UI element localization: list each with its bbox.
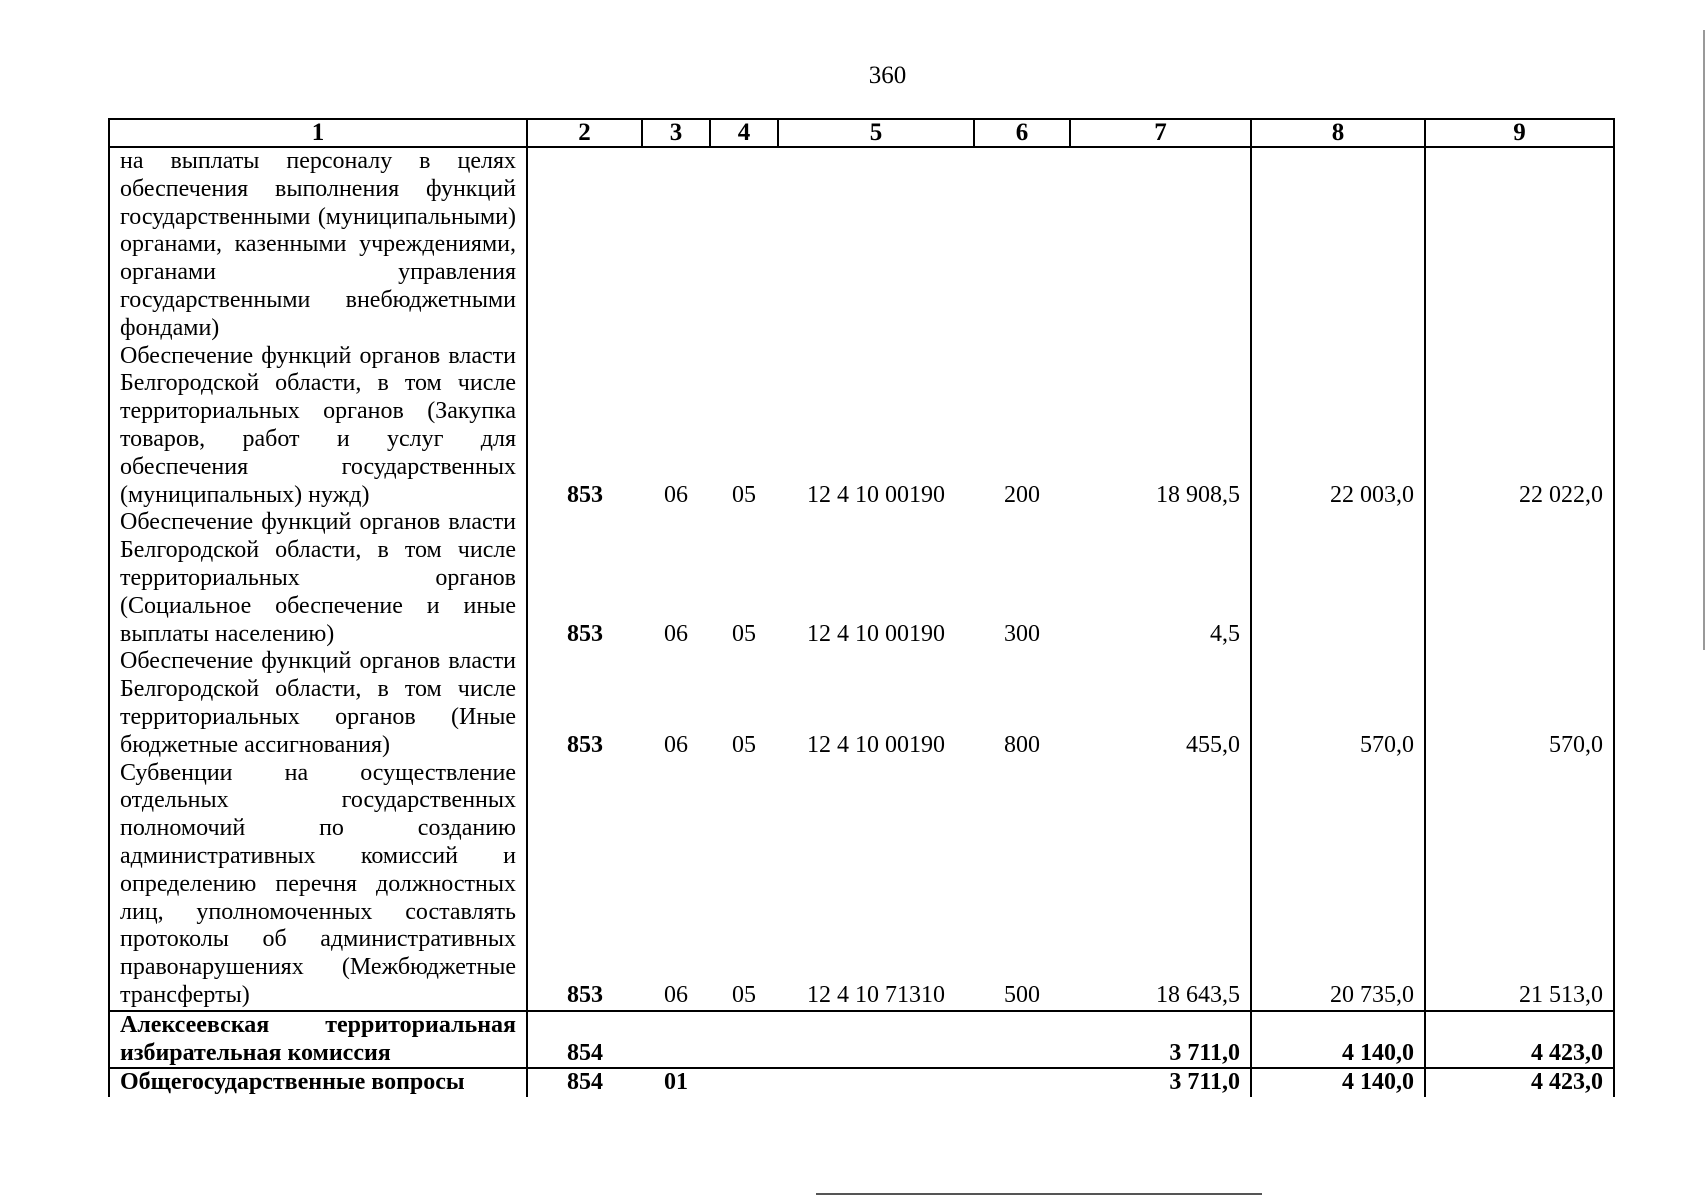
cell-amount-3: 22 022,0 xyxy=(1425,343,1614,510)
cell-amount-3: 570,0 xyxy=(1425,648,1614,759)
cell-section: 06 xyxy=(664,481,688,508)
cell-target-article xyxy=(778,1011,974,1069)
cell-amount-2 xyxy=(1251,509,1425,648)
cell-section: 06 xyxy=(664,981,688,1008)
cell-subsection xyxy=(710,1068,778,1097)
cell-amount-2: 20 735,0 xyxy=(1251,760,1425,1011)
cell-expense-type: 500 xyxy=(1004,981,1040,1008)
cell-section: 01 xyxy=(642,1068,710,1097)
cell-amount-1: 4,5 xyxy=(1070,509,1251,648)
cell-amount-1: 455,0 xyxy=(1070,648,1251,759)
cell-amount-1 xyxy=(1070,147,1251,343)
cell-amount-1: 3 711,0 xyxy=(1070,1011,1251,1069)
cell-ministry-code: 853 xyxy=(527,760,642,1011)
table-row xyxy=(109,760,1614,1011)
cell-amount-3: 4 423,0 xyxy=(1425,1011,1614,1069)
cell-subsection: 05 xyxy=(732,981,756,1008)
column-header-6: 6 xyxy=(974,119,1070,147)
column-header-9: 9 xyxy=(1425,119,1614,147)
column-header-2: 2 xyxy=(527,119,642,147)
cell-subsection: 05 xyxy=(732,620,756,647)
cell-amount-3 xyxy=(1425,147,1614,343)
cell-subsection: 05 xyxy=(732,481,756,508)
cell-amount-1: 18 643,5 xyxy=(1070,760,1251,1011)
footer-rule xyxy=(816,1193,1262,1195)
table-row-total xyxy=(109,1011,1614,1069)
cell-amount-3: 4 423,0 xyxy=(1425,1068,1614,1097)
cell-expense-type: 300 xyxy=(1004,620,1040,647)
cell-target-article: 12 4 10 00190 xyxy=(807,481,945,508)
cell-amount-2: 4 140,0 xyxy=(1251,1068,1425,1097)
cell-ministry-code: 854 xyxy=(527,1011,642,1069)
header-row xyxy=(109,119,1614,147)
cell-expense-type: 200 xyxy=(1004,481,1040,508)
column-header-8: 8 xyxy=(1251,119,1425,147)
row-description: Общегосударственные вопросы xyxy=(109,1068,527,1097)
cell-ministry-code: 853 xyxy=(527,648,642,759)
cell-subsection xyxy=(710,147,778,343)
cell-expense-type xyxy=(974,147,1070,343)
page-number: 360 xyxy=(868,62,907,89)
cell-amount-3: 21 513,0 xyxy=(1425,760,1614,1011)
cell-amount-3 xyxy=(1425,509,1614,648)
cell-section xyxy=(642,147,710,343)
cell-subsection: 05 xyxy=(732,731,756,758)
cell-target-article: 12 4 10 00190 xyxy=(807,620,945,647)
table-row-total xyxy=(109,1068,1614,1097)
budget-table xyxy=(108,118,1615,1097)
cell-expense-type: 800 xyxy=(1004,731,1040,758)
cell-amount-1: 18 908,5 xyxy=(1070,343,1251,510)
cell-subsection xyxy=(710,1011,778,1069)
cell-amount-2: 4 140,0 xyxy=(1251,1011,1425,1069)
table-row xyxy=(109,343,1614,510)
cell-target-article xyxy=(778,147,974,343)
row-description: Обеспечение функций органов власти Белгородской области, в том числе территориальных органов (Иные бюджетные ассигнования) xyxy=(109,648,527,759)
column-header-4: 4 xyxy=(710,119,778,147)
table-row xyxy=(109,147,1614,343)
column-header-5: 5 xyxy=(778,119,974,147)
cell-amount-1: 3 711,0 xyxy=(1070,1068,1251,1097)
scan-edge-mark xyxy=(1703,30,1705,650)
cell-target-article: 12 4 10 71310 xyxy=(807,981,945,1008)
column-header-1: 1 xyxy=(109,119,527,147)
table-row xyxy=(109,509,1614,648)
row-description: Обеспечение функций органов власти Белгородской области, в том числе территориальных органов (Закупка товаров, работ и услуг для обеспечения государственных (муниципальных) нужд) xyxy=(109,343,527,510)
cell-ministry-code: 854 xyxy=(527,1068,642,1097)
cell-section xyxy=(642,1011,710,1069)
cell-target-article: 12 4 10 00190 xyxy=(807,731,945,758)
cell-ministry-code xyxy=(527,147,642,343)
table-row xyxy=(109,648,1614,759)
row-description: на выплаты персоналу в целях обеспечения выполнения функций государственными (муниципальными) органами, казенными учреждениями, органами управления государственными внебюджетными фондами) xyxy=(109,147,527,343)
cell-expense-type xyxy=(974,1068,1070,1097)
cell-target-article xyxy=(778,1068,974,1097)
cell-expense-type xyxy=(974,1011,1070,1069)
cell-section: 06 xyxy=(664,620,688,647)
cell-ministry-code: 853 xyxy=(527,509,642,648)
column-header-7: 7 xyxy=(1070,119,1251,147)
cell-ministry-code: 853 xyxy=(527,343,642,510)
row-description: Обеспечение функций органов власти Белгородской области, в том числе территориальных органов (Социальное обеспечение и иные выплаты населению) xyxy=(109,509,527,648)
cell-amount-2 xyxy=(1251,147,1425,343)
column-header-3: 3 xyxy=(642,119,710,147)
row-description: Алексеевская территориальная избирательная комиссия xyxy=(109,1011,527,1069)
cell-amount-2: 22 003,0 xyxy=(1251,343,1425,510)
row-description: Субвенции на осуществление отдельных государственных полномочий по созданию административных комиссий и определению перечня должностных лиц, уполномоченных составлять протоколы об административных правонарушениях (Межбюджетные трансферты) xyxy=(109,760,527,1011)
cell-amount-2: 570,0 xyxy=(1251,648,1425,759)
cell-section: 06 xyxy=(664,731,688,758)
